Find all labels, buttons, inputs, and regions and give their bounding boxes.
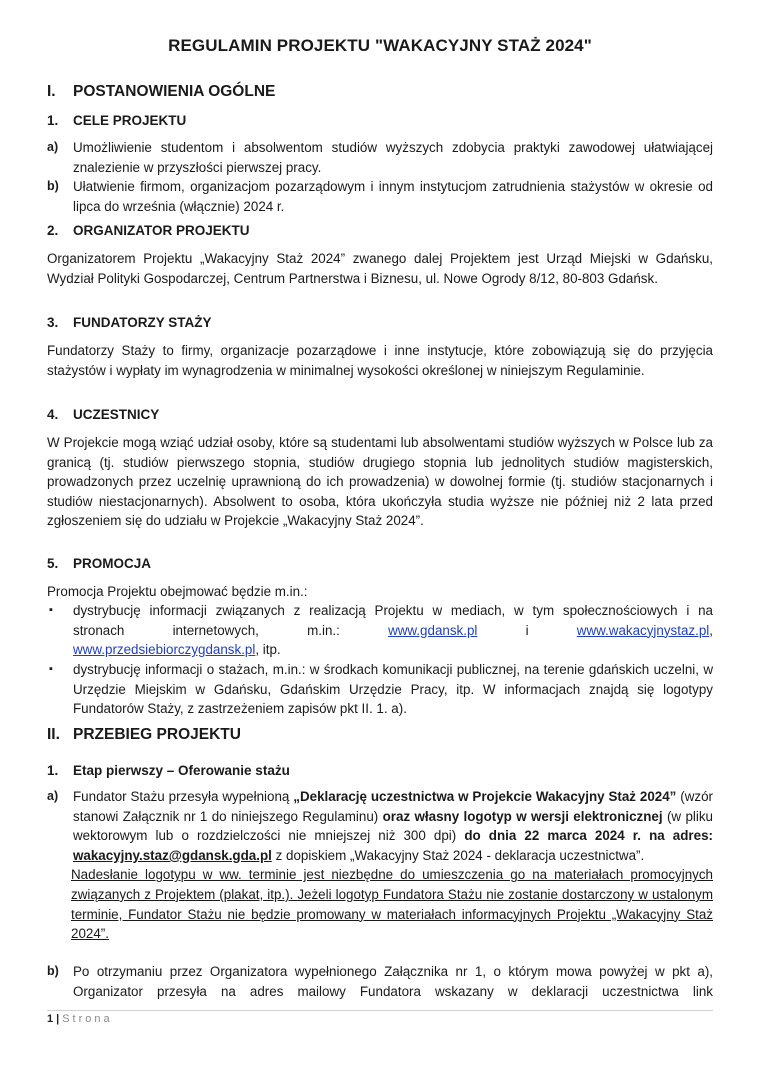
subheading-title: Etap pierwszy – Oferowanie stażu	[73, 763, 290, 778]
list-label: a)	[47, 140, 59, 154]
subheading-number: 1.	[47, 763, 59, 778]
subheading-title: UCZESTNICY	[73, 407, 160, 422]
page-number: 1	[47, 1013, 54, 1025]
bullet-text: dystrybucję informacji o stażach, m.in.: w środkach komunikacji publicznej, na terenie gdańskich uczelni, w Urzędzie Miejskim w Gdańsku, Gdańskim Urzędzie Pracy, itp. W informacjach znajdą się logotypy Fundatorów Staży, z zastrzeżeniem zapisów pkt II. 1. a).	[73, 662, 713, 717]
bold-run: do dnia 22 marca 2024 r. na adres:	[464, 828, 713, 844]
promocja-intro: Promocja Projektu obejmować będzie m.in.:	[47, 584, 308, 599]
bullet-line	[73, 640, 713, 660]
section-number: I.	[47, 83, 56, 100]
bullet-line: dystrybucję informacji związanych z realizacją Projektu w mediach, w tym społecznościowych i na	[73, 603, 713, 618]
text-word: stronach	[73, 622, 125, 638]
section-title: POSTANOWIENIA OGÓLNE	[73, 83, 276, 100]
subheading-title: ORGANIZATOR PROJEKTU	[73, 223, 250, 238]
bullet-icon: ▪	[49, 663, 53, 675]
subheading-number: 5.	[47, 556, 59, 571]
subheading-uczestnicy	[47, 407, 159, 422]
link-wrap	[577, 621, 713, 641]
subheading-promocja	[47, 556, 151, 571]
subheading-number: 1.	[47, 113, 59, 128]
text-run: (w pliku wektorowym lub o rozdzielczości nie mniejszej niż 300 dpi)	[73, 808, 713, 844]
bullet-item	[47, 601, 713, 660]
list-item	[47, 177, 713, 216]
list-label: a)	[47, 789, 59, 803]
uczestnicy-paragraph: W Projekcie mogą wziąć udział osoby, które są studentami lub absolwentami studiów wyższych w Polsce lub za granicą (tj. studiów pierwszego stopnia, studiów drugiego stopnia lub jednolitych studiów magisterskich, prowadzonych przez uczelnię uprawnioną do ich prowadzenia) w dowolnej formie (tj. studiów stacjonarnych i studiów niestacjonarnych). Absolwent to osoba, która ukończyła studia wyższe nie później niż 2 lata przed zgłoszeniem się do udziału w Projekcie „Wakacyjny Staż 2024”.	[47, 435, 713, 529]
section-heading-postanowienia	[47, 83, 275, 101]
text-run: z dopiskiem „Wakacyjny Staż 2024 - deklaracja uczestnictwa”.	[271, 847, 645, 863]
bullet-text	[73, 601, 713, 660]
subheading-cele-projektu	[47, 113, 186, 128]
bold-run: oraz własny logotyp w wersji elektronicznej	[382, 808, 663, 824]
bold-run: „Deklarację uczestnictwa w Projekcie Wakacyjny Staż 2024”	[293, 789, 677, 804]
text-word: internetowych,	[172, 622, 259, 638]
subheading-title: CELE PROJEKTU	[73, 113, 187, 128]
logo-note: Nadesłanie logotypu w ww. terminie jest niezbędne do umieszczenia go na materiałach promocyjnych związanych z Projektem (plakat, itp.). Jeżeli logotyp Fundatora Stażu nie zostanie dostarczony w ustalonym terminie, Fundator Stażu nie będzie promowany w materiałach informacyjnych Projektu „Wakacyjny Staż 2024”.	[71, 867, 713, 942]
organizator-paragraph: Organizatorem Projektu „Wakacyjny Staż 2024” zwanego dalej Projektem jest Urząd Miejski w Gdańsku, Wydział Polityki Gospodarczej, Centrum Partnerstwa i Biznesu, ul. Nowe Ogrody 8/12, 80-803 Gdańsk.	[47, 251, 713, 286]
list-text: Umożliwienie studentom i absolwentom studiów wyższych zdobycia praktyki zawodowej ułatwiającej znalezienie w przyszłości pierwszej pracy.	[73, 140, 713, 175]
page-label: Strona	[62, 1013, 113, 1025]
list-item	[47, 787, 713, 944]
text-word: m.in.:	[307, 622, 340, 638]
subheading-organizator	[47, 223, 250, 238]
list-label: b)	[47, 179, 59, 193]
subheading-number: 4.	[47, 407, 59, 422]
section-heading-przebieg	[47, 726, 241, 744]
bullet-line	[73, 621, 713, 641]
subheading-number: 3.	[47, 315, 59, 330]
bullet-icon: ▪	[49, 604, 53, 616]
text-run: (wzór stanowi Załącznik nr 1 do niniejszego Regulaminu)	[73, 789, 713, 824]
subheading-title: FUNDATORZY STAŻY	[73, 315, 212, 330]
document-title: REGULAMIN PROJEKTU "WAKACYJNY STAŻ 2024"	[168, 36, 592, 55]
list-item	[47, 138, 713, 177]
footer-divider	[47, 1010, 713, 1011]
list-item	[47, 962, 713, 1001]
list-label: b)	[47, 964, 59, 978]
page-footer	[47, 1013, 113, 1025]
fundatorzy-paragraph: Fundatorzy Staży to firmy, organizacje pozarządowe i inne instytucje, które zobowiązują się do przyjęcia stażystów i wypłaty im wynagrodzenia w minimalnej wysokości określonej w niniejszym Regulaminie.	[47, 343, 713, 378]
text-tail: , itp.	[255, 642, 281, 658]
list-text: Ułatwienie firmom, organizacjom pozarządowym i innym instytucjom zatrudnienia stażystów w okresie od lipca do września (włącznie) 2024 r.	[73, 179, 713, 214]
subheading-etap-pierwszy	[47, 763, 290, 778]
subheading-fundatorzy	[47, 315, 212, 330]
section-number: II.	[47, 726, 60, 743]
list-text	[73, 787, 713, 865]
subheading-title: PROMOCJA	[73, 556, 152, 571]
link-gdansk[interactable]: www.gdansk.pl	[388, 622, 478, 638]
link-wakacyjnystaz[interactable]: www.wakacyjnystaz.pl	[576, 622, 710, 638]
text-word: i	[525, 622, 529, 638]
bullet-item	[47, 660, 713, 719]
text-run: Fundator Stażu przesyła wypełnioną	[73, 789, 294, 804]
link-przedsiebiorczygdansk[interactable]: www.przedsiebiorczygdansk.pl	[73, 642, 256, 658]
footer-separator: |	[56, 1013, 60, 1025]
list-text: Po otrzymaniu przez Organizatora wypełnionego Załącznika nr 1, o którym mowa powyżej w pkt a), Organizator przesyła na adres mailowy Fundatora wskazany w deklaracji uczestnictwa link	[73, 964, 713, 999]
email-link[interactable]: wakacyjny.staz@gdansk.gda.pl	[73, 847, 272, 863]
section-title: PRZEBIEG PROJEKTU	[73, 726, 241, 743]
subheading-number: 2.	[47, 223, 59, 238]
text-comma: ,	[709, 622, 713, 638]
